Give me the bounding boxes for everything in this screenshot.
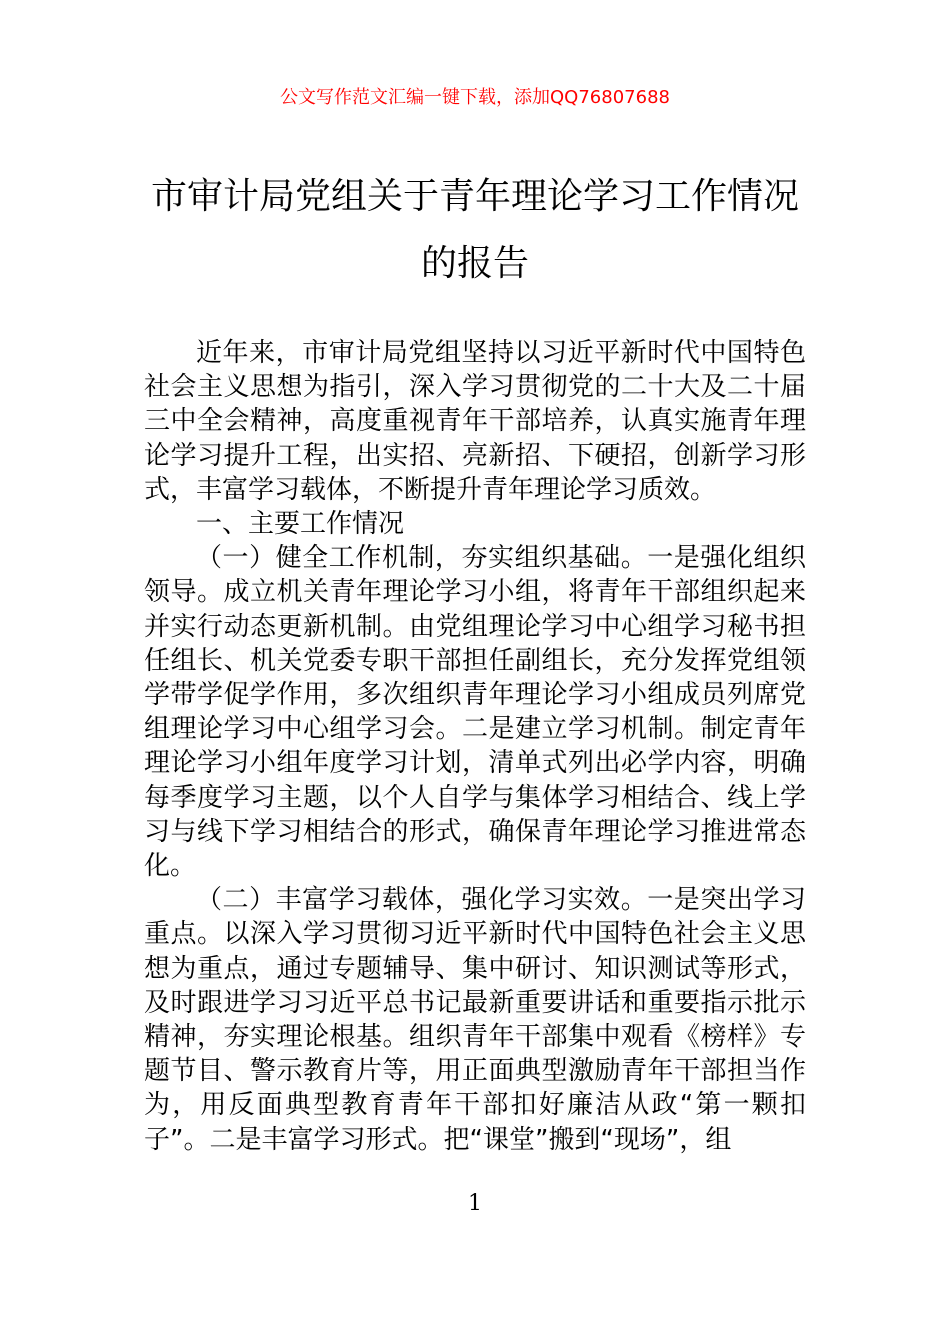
document-body [144,336,806,1157]
page-number: 1 [468,1191,482,1216]
document-title-line-2: 的报告 [420,243,529,284]
download-promo-note: 公文写作范文汇编一键下载，添加QQ76807688 [280,87,670,108]
document-title-line-1: 市审计局党组关于青年理论学习工作情况 [150,176,799,217]
paragraph-learning-carriers: （二）丰富学习载体，强化学习实效。一是突出学习重点。以深入学习贯彻习近平新时代中国特色社会主义思想为重点，通过专题辅导、集中研讨、知识测试等形式，及时跟进学习习近平总书记最新重要讲话和重要指示批示精神，夯实理论根基。组织青年干部集中观看《榜样》专题节目、警示教育片等，用正面典型激励青年干部担当作为，用反面典型教育青年干部扣好廉洁从政“第一颗扣子”。二是丰富学习形式。把“课堂”搬到“现场”，组 [144,885,806,1155]
section-heading-main-work: 一、主要工作情况 [196,509,405,540]
paragraph-intro: 近年来，市审计局党组坚持以习近平新时代中国特色社会主义思想为指引，深入学习贯彻党的二十大及二十届三中全会精神，高度重视青年干部培养，认真实施青年理论学习提升工程，出实招、亮新招、下硬招，创新学习形式，丰富学习载体，不断提升青年理论学习质效。 [144,338,806,505]
paragraph-work-mechanism: （一）健全工作机制，夯实组织基础。一是强化组织领导。成立机关青年理论学习小组，将青年干部组织起来并实行动态更新机制。由党组理论学习中心组学习秘书担任组长、机关党委专职干部担任副组长，充分发挥党组领学带学促学作用，多次组织青年理论学习小组成员列席党组理论学习中心组学习会。二是建立学习机制。制定青年理论学习小组年度学习计划，清单式列出必学内容，明确每季度学习主题，以个人自学与集体学习相结合、线上学习与线下学习相结合的形式，确保青年理论学习推进常态化。 [144,543,806,882]
